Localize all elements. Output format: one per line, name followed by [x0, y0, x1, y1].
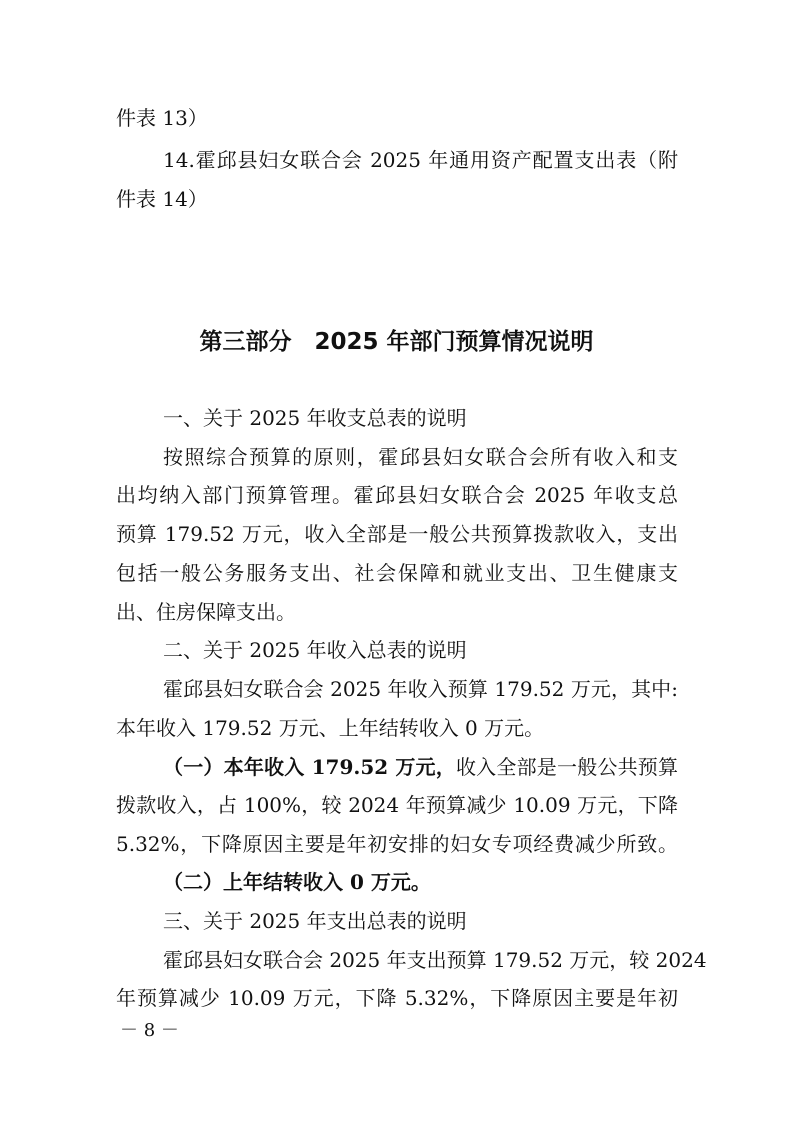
text-line: 件表 13）	[116, 106, 208, 130]
section-heading: 一、关于 2025 年收支总表的说明	[163, 406, 467, 430]
paragraph-line: 包括一般公务服务支出、社会保障和就业支出、卫生健康支	[116, 561, 678, 585]
subsection-text: 收入全部是一般公共预算	[455, 755, 679, 779]
page-number: － 8 －	[120, 1020, 179, 1041]
paragraph-line: 预算 179.52 万元，收入全部是一般公共预算拨款收入，支出	[116, 522, 678, 546]
paragraph-line: 出、住房保障支出。	[116, 600, 296, 624]
paragraph-line: 拨款收入，占 100%，较 2024 年预算减少 10.09 万元，下降	[116, 793, 678, 817]
section-heading: 三、关于 2025 年支出总表的说明	[163, 909, 467, 933]
section-heading: 二、关于 2025 年收入总表的说明	[163, 638, 467, 662]
subsection-heading: （二）上年结转收入 0 万元。	[163, 870, 431, 894]
paragraph-line: 霍邱县妇女联合会 2025 年支出预算 179.52 万元，较 2024	[163, 948, 707, 972]
section-title: 第三部分 2025 年部门预算情况说明	[199, 329, 594, 355]
text-line: 件表 14）	[116, 187, 208, 211]
subsection-line	[163, 751, 678, 783]
paragraph-line: 本年收入 179.52 万元、上年结转收入 0 万元。	[116, 716, 545, 740]
paragraph-line: 5.32%，下降原因主要是年初安排的妇女专项经费减少所致。	[116, 832, 678, 856]
paragraph-line: 霍邱县妇女联合会 2025 年收入预算 179.52 万元，其中:	[163, 677, 678, 701]
subsection-heading: （一）本年收入 179.52 万元，	[163, 755, 456, 779]
paragraph-line: 出均纳入部门预算管理。霍邱县妇女联合会 2025 年收支总	[116, 483, 678, 507]
paragraph-line: 按照综合预算的原则，霍邱县妇女联合会所有收入和支	[163, 445, 678, 469]
paragraph-line: 年预算减少 10.09 万元，下降 5.32%，下降原因主要是年初	[116, 986, 678, 1010]
text-line: 14.霍邱县妇女联合会 2025 年通用资产配置支出表（附	[163, 148, 678, 172]
